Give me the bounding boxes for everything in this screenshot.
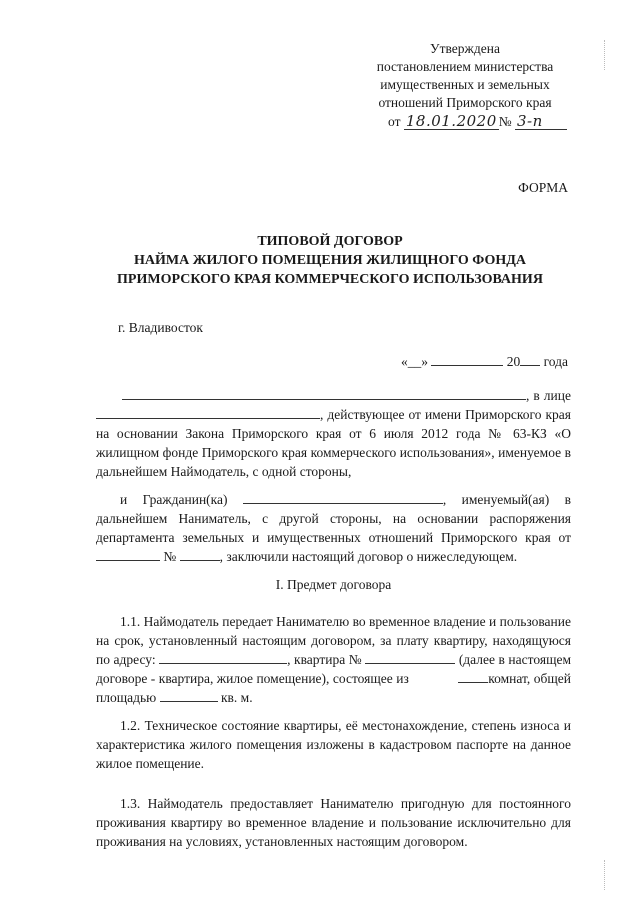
approval-number-sign: № (498, 114, 512, 129)
contract-day-blank: «__» (400, 354, 428, 369)
approval-block (360, 40, 570, 131)
approval-date-line (360, 112, 570, 131)
clause-1-2-text: 1.2. Техническое состояние квартиры, её местонахождение, степень износа и характеристика жилого помещения изложены в кадастровом паспорте на данное жилое помещение. (96, 718, 571, 771)
tenant-text-b: , именуемый(ая) в дальнейшем Наниматель, с другой стороны, на основании распоряжения департамента земельных и имущественных отношений Приморского края от (96, 492, 572, 545)
forma-label: ФОРМА (518, 180, 568, 195)
clause-1-1-text-b: , квартира № (287, 652, 362, 667)
party-tenant-paragraph (96, 490, 571, 566)
section-heading: I. Предмет договора (275, 577, 392, 592)
contract-year-prefix: 20 (506, 354, 521, 369)
handwritten-date: 18.01.2020 (405, 112, 497, 130)
landlord-rep-blank (96, 406, 320, 419)
order-date-blank (96, 548, 160, 561)
approval-line-3: имущественных и земельных (380, 77, 550, 92)
tenant-text-d: , заключили настоящий договор о нижеследующем. (219, 549, 518, 564)
title-line-1: ТИПОВОЙ ДОГОВОР (257, 234, 403, 249)
tenant-text-a: и Гражданин(ка) (120, 492, 228, 507)
landlord-name-blank (122, 387, 526, 400)
clause-1-1-text-c: (далее в настоящем договоре - квартира, жилое помещение), состоящее из (96, 652, 571, 686)
landlord-text-a: , в лице (526, 388, 571, 403)
document-title (90, 232, 570, 289)
contract-date-line (401, 353, 568, 370)
title-line-2: НАЙМА ЖИЛОГО ПОМЕЩЕНИЯ ЖИЛИЩНОГО ФОНДА (133, 253, 527, 268)
city-label: г. Владивосток (118, 320, 203, 335)
approval-line-1: Утверждена (430, 41, 500, 56)
party-landlord-paragraph (96, 386, 571, 481)
clause-1-3 (96, 794, 571, 851)
clause-1-2 (96, 716, 571, 773)
tenant-text-c: № (163, 549, 177, 564)
clause-1-1-text-d: комнат, общей площадью (96, 671, 571, 705)
approval-line-4: отношений Приморского края (378, 95, 552, 110)
approval-date-underline (404, 114, 499, 130)
order-number-blank (180, 548, 220, 561)
clause-1-1-text-e: кв. м. (220, 690, 253, 705)
clause-1-1 (96, 612, 571, 707)
apartment-number-blank (365, 651, 455, 664)
area-blank (160, 689, 218, 702)
month-blank (431, 353, 503, 366)
landlord-text-b: , действующее от имени Приморского края на основании Закона Приморского края от 6 июля 2012 года № 63-КЗ «О жилищном фонде Приморского края коммерческого использования», именуемое в дальнейшем Наймодатель, с одной стороны, (96, 407, 571, 479)
address-blank (159, 651, 287, 664)
contract-year-suffix: года (543, 354, 568, 369)
year-blank (520, 353, 540, 366)
clause-1-1-text-a: 1.1. Наймодатель передает Нанимателю во временное владение и пользование на срок, установленный настоящим договором, за плату квартиру, находящуюся по адресу: (96, 614, 571, 667)
handwritten-number: 3-п (517, 112, 543, 130)
tenant-name-blank (243, 491, 443, 504)
approval-number-underline (515, 114, 567, 130)
title-line-3: ПРИМОРСКОГО КРАЯ КОММЕРЧЕСКОГО ИСПОЛЬЗОВАНИЯ (117, 272, 543, 287)
scan-edge-mark (604, 860, 607, 890)
clause-1-3-text: 1.3. Наймодатель предоставляет Нанимателю пригодную для постоянного проживания квартиру во временное владение и пользование исключительно для проживания на условиях, установленных настоящим договором. (96, 796, 571, 849)
rooms-blank (458, 670, 488, 683)
approval-line-2: постановлением министерства (376, 59, 554, 74)
approval-from-prefix: от (388, 114, 401, 129)
scan-edge-mark (604, 40, 607, 70)
